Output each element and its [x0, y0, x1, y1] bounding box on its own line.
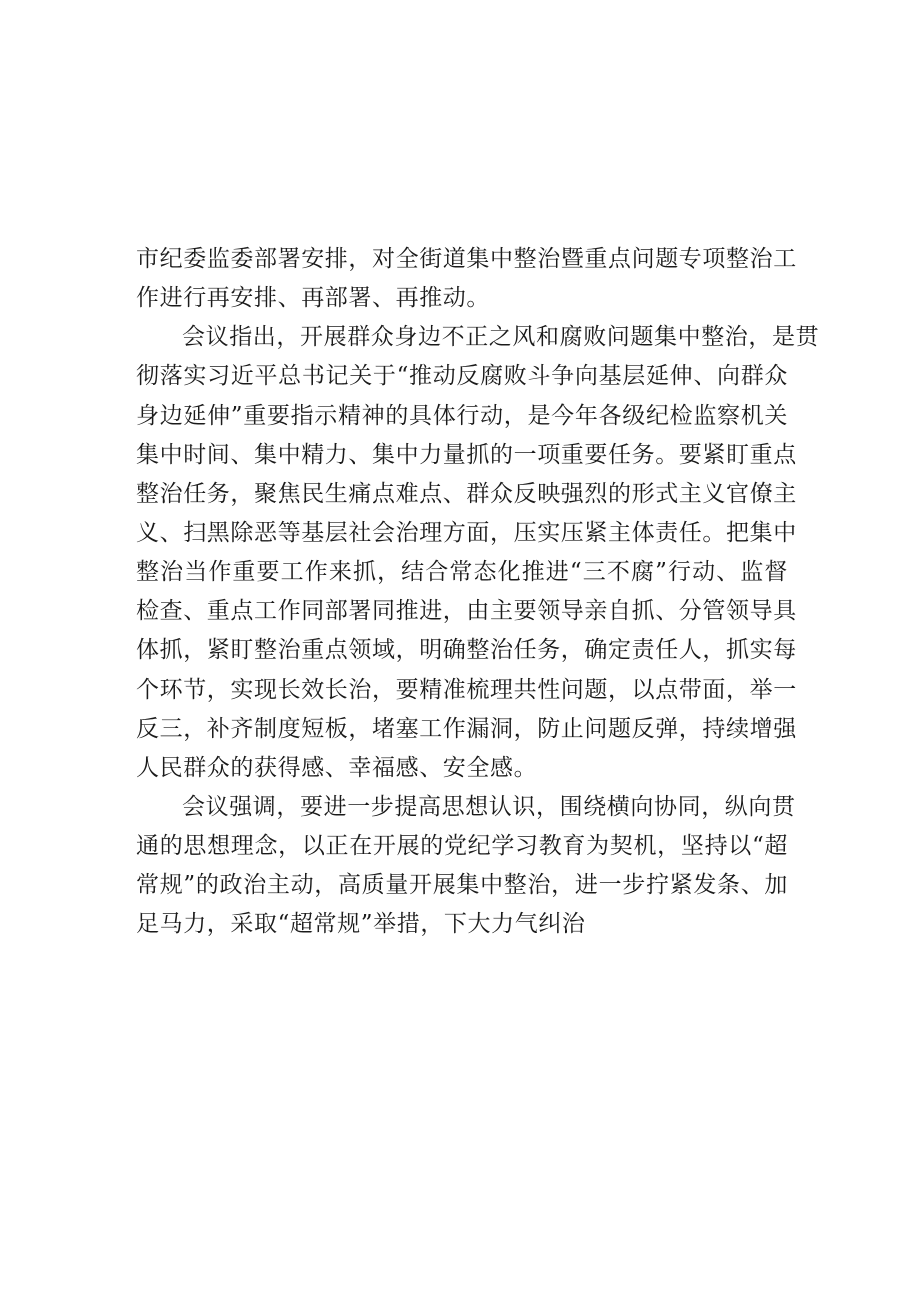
- text-line: 反三，补齐制度短板，堵塞工作漏洞，防止问题反弹，持续增强: [136, 715, 797, 742]
- text-line: 身边延伸”重要指示精神的具体行动，是今年各级纪检监察机关: [136, 402, 788, 429]
- text-line: 个环节，实现长效长治，要精准梳理共性问题，以点带面，举一: [136, 676, 797, 703]
- text-line: 作进行再安排、再部署、再推动。: [136, 285, 490, 312]
- text-line: 通的思想理念，以正在开展的党纪学习教育为契机，坚持以“超: [136, 833, 788, 860]
- paragraph-start-line: 会议指出，开展群众身边不正之风和腐败问题集中整治，是贯: [182, 324, 820, 351]
- text-line: 整治当作重要工作来抓，结合常态化推进“三不腐”行动、监督: [136, 559, 788, 586]
- text-line: 足马力，采取“超常规”举措，下大力气纠治: [136, 911, 586, 938]
- text-line: 体抓，紧盯整治重点领域，明确整治任务，确定责任人，抓实每: [136, 637, 797, 664]
- text-line: 人民群众的获得感、幸福感、安全感。: [136, 754, 538, 781]
- text-line: 检查、重点工作同部署同推进，由主要领导亲自抓、分管领导具: [136, 598, 797, 625]
- text-line: 市纪委监委部署安排，对全街道集中整治暨重点问题专项整治工: [136, 246, 797, 272]
- text-line: 彻落实习近平总书记关于“推动反腐败斗争向基层延伸、向群众: [136, 363, 788, 390]
- paragraph-start-line: 会议强调，要进一步提高思想认识，围绕横向协同，纵向贯: [182, 793, 796, 820]
- text-line: 义、扫黑除恶等基层社会治理方面，压实压紧主体责任。把集中: [136, 519, 797, 546]
- text-line: 常规”的政治主动，高质量开展集中整治，进一步拧紧发条、加: [136, 872, 788, 899]
- text-line: 整治任务，聚焦民生痛点难点、群众反映强烈的形式主义官僚主: [136, 480, 797, 507]
- text-line: 集中时间、集中精力、集中力量抓的一项重要任务。要紧盯重点: [136, 441, 797, 468]
- document-body: [136, 240, 820, 945]
